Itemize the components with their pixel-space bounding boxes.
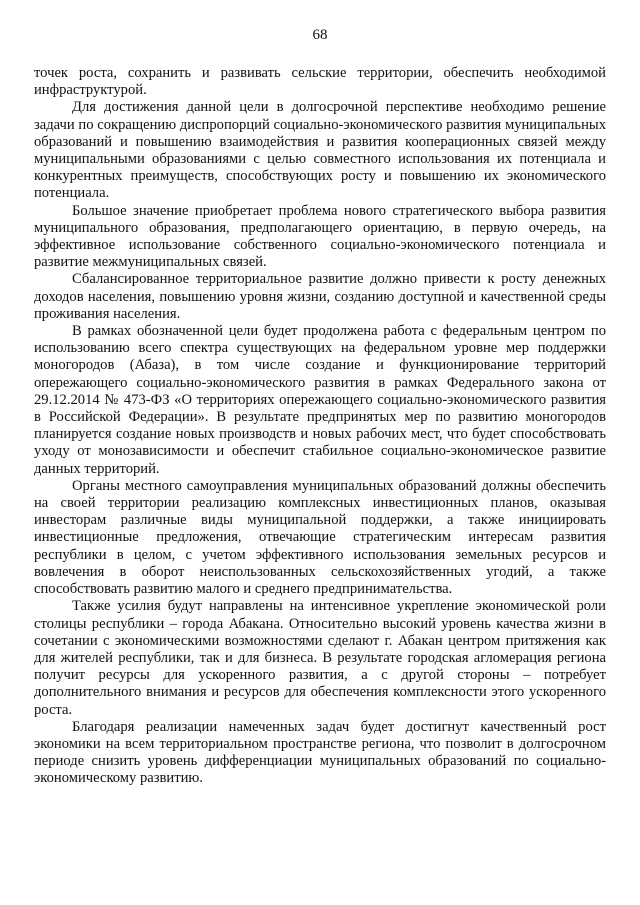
paragraph-monotowns: В рамках обозначенной цели будет продолжена работа с федеральным центром по использованию всего спектра существующих на федеральном уровне мер поддержки моногородов (Абаза), в том числе создание и функционирование территорий опережающего социально-экономического развития в рамках Федерального закона от 29.12.2014 № 473-ФЗ «О территориях опережающего социально-экономического развития в Российской Федерации». В результате предпринятых мер по развитию моногородов планируется создание новых производств и новых рабочих мест, что будет способствовать уходу от монозависимости и обеспечит стабильное социально-экономическое развитие данных территорий.	[34, 323, 606, 477]
paragraph-conclusion: Благодаря реализации намеченных задач будет достигнут качественный рост экономики на всем территориальном пространстве региона, что позволит в долгосрочном периоде снизить уровень дифференциации муниципальных образований по социально-экономическому развитию.	[34, 718, 606, 787]
paragraph-goal-achievement: Для достижения данной цели в долгосрочной перспективе необходимо решение задачи по сокращению диспропорций социально-экономического развития муниципальных образований и повышению взаимодействия и развития кооперационных связей между муниципальными образованиями с целью совместного использования их потенциала и конкурентных преимуществ, способствующих росту и повышению их экономического потенциала.	[34, 99, 606, 202]
paragraph-capital-abakan: Также усилия будут направлены на интенсивное укрепление экономической роли столицы республики – города Абакана. Относительно высокий уровень качества жизни в сочетании с экономическими возможностями сделают г. Абакан центром притяжения как для жителей республики, так и для бизнеса. В результате городская агломерация региона получит ресурсы для ускоренного развития, а с другой стороны – потребует дополнительного внимания и ресурсов для обеспечения комплексности этого ускоренного роста.	[34, 598, 606, 718]
page-number: 68	[312, 27, 328, 43]
paragraph-strategic-choice: Большое значение приобретает проблема нового стратегического выбора развития муниципального образования, предполагающего ориентацию, в первую очередь, на эффективное использование собственного социально-экономического потенциала и развитие межмуниципальных связей.	[34, 202, 606, 271]
paragraph-local-government: Органы местного самоуправления муниципальных образований должны обеспечить на своей территории реализацию комплексных инвестиционных планов, оказывая инвесторам различные виды муниципальной поддержки, а также инициировать инвестиционные предложения, отвечающие стратегическим интересам развития республики в целом, с учетом эффективного использования земельных ресурсов и вовлечения в оборот неиспользованных сельскохозяйственных угодий, а также способствовать развитию малого и среднего предпринимательства.	[34, 477, 606, 598]
paragraph-continuation: точек роста, сохранить и развивать сельские территории, обеспечить необходимой инфраструктурой.	[34, 65, 606, 99]
body-text	[34, 65, 606, 788]
paragraph-balanced-development: Сбалансированное территориальное развитие должно привести к росту денежных доходов населения, повышению уровня жизни, созданию доступной и качественной среды проживания населения.	[34, 271, 606, 322]
